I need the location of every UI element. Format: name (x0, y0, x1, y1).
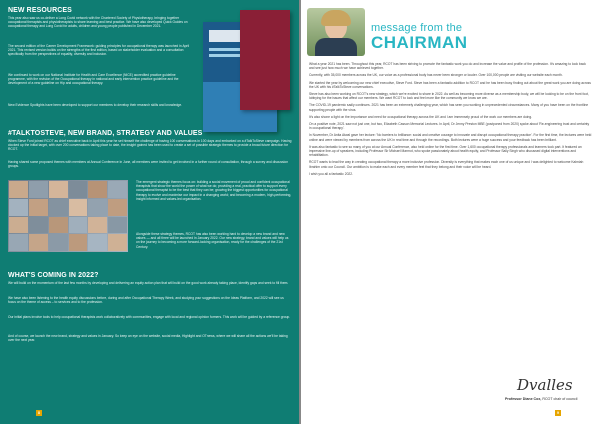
new-resources-heading: NEW RESOURCES (8, 7, 72, 14)
chairman-paragraph: I wish you all a fantastic 2022. (309, 171, 353, 176)
chairman-paragraph: It's also shone a light on the importance and need for occupational therapy across the UK and I am immensely proud of the work our members are doing. (309, 114, 533, 119)
chairman-paragraph: It was also fantastic to see so many of you at our Annual Conference, also held online for the first time. Over 1,600 occupational therapy professionals and learners took part. It featured an impressive line-up of speakers, including Professor Sir Michael Marmot, who spoke passionately about health equity, and Professor Sally Singh who discussed digital interventions and rehabilitation. (309, 144, 582, 158)
new-resources-p4: New Evidence Spotlights have been developed to support our members to develop their research skills and knowledge. (8, 103, 183, 107)
coming-p1: We will build on the momentum of the last few months by developing and delivering an equity action plan that will build on the good work already taking place, identify gaps and seek to fill them. (8, 281, 289, 285)
new-resources-p3: We continued to work on our National Institute for Health and Care Excellence (NICE) accredited practice guideline programme, with the revision of the Occupational therapy in national and early intervention practice guideline and the development of a new guideline on Hip and occupational therapy. (8, 73, 179, 86)
report-cover-back (240, 10, 290, 110)
chairman-paragraph: In November, Dr Anita Atwal gave her lecture: 'No barriers to brilliance: social and creative courage to innovate and disrupt occupational therapy practice'. For the first time, the lectures were held online and were viewed by members from across the UK in real time and through the recordings. Both lectures were a huge success and your feedback has been brilliant. (309, 133, 592, 142)
signature: Dvalles (517, 376, 573, 394)
talk-p4: Alongside these strategy themes, RCOT has also been working hard to develop a new brand and new values — and all three will be launched in January 2022. Our new strategy, brand and values will help us on the journey to becoming a more forward-looking organisation, ready for the challenges of the 21st Century. (136, 232, 289, 249)
group-photo (8, 180, 128, 252)
talk-p2: Having shared some proposed themes with members at Annual Conference in June, all members were invited to get involved in a further round of consultation, through a survey and discussion groups. (8, 160, 289, 169)
chairman-title-line1: message from the (371, 22, 463, 34)
chairman-paragraph: The COVID-19 pandemic sadly continues. 2021 has been an extremely challenging year, which has seen you working in unprecedented circumstances. Many of you have been on the frontline supporting people with the virus. (309, 103, 589, 112)
sign-name: Professor Diane Cox, (505, 397, 542, 401)
coming-p4: And of course, we launch the new brand, strategy and values in January. So keep an eye on the website, social media, Highlight and OTnews, where we will share all the actions we'll be taking over the next year. (8, 334, 288, 343)
chairman-title-line2: CHAIRMAN (371, 33, 468, 52)
coming-p2: We have also been listening to the health equity discussions before, during and after Occupational Therapy Week, and studying your suggestions on the Ideas Platform, and 2022 will see us focus on the theme of access – to services and to the profession. (8, 296, 284, 305)
talk-p3: The emergent strategic themes focus on: building a social movement of proud and confident occupational therapists that show the world the power of what we do; providing a real, practical offer to support every occupational therapist to be the best that they can be; growing the biggest opportunities for occupational therapy to evolve and maximise our impact in a changing world; and becoming a modern, high-performing, insight informed and values-led organisation. (136, 180, 292, 201)
sign-role: RCOT chair of council (542, 397, 578, 401)
new-resources-p2: The second edition of the Career Development Framework: guiding principles for occupational therapy was launched in April 2021. This revised version builds on the strengths of the first edition, based on stakeholder evaluation and a consultation specifically from the perspectives of equality, diversity and inclusion. (8, 44, 190, 57)
chairman-paragraph: Currently, with 35,000 members across the UK, our voice as a professional body has never been stronger or louder. Over 100,000 people are visiting our website each month. (309, 73, 563, 78)
chairman-paragraph: Steve has also been working on RCOT's new strategy, which we're excited to share in 2022. As well as becoming more diverse as a membership body, we will be looking to be on the front foot, lobbying for the issues that affect our members. We want RCOT to look and feel more like the community we know we are. (309, 92, 589, 101)
sign-off (505, 397, 577, 401)
new-resources-p1: This year also saw us co-deliver a Long Covid network with the Chartered Society of Physiotherapy, bringing together occupational therapists and physiotherapists to share learning and best practice. We have also developed Quick Guides on occupational therapy and Long Covid for adults, children and young people published in December 2021. (8, 16, 188, 29)
left-page (0, 0, 299, 424)
right-page (301, 0, 600, 424)
chairman-paragraph: We started the year by welcoming our new chief executive, Steve Ford. Steve has been a fantastic addition to RCOT and he has been busy finding out about the great work you are doing across the UK with his #TalkToSteve conversations. (309, 80, 591, 89)
talk-heading: #TALKTOSTEVE, NEW BRAND, STRATEGY AND VALUES (8, 130, 203, 137)
chairman-body (309, 62, 592, 179)
page-number-badge-right: 9 (555, 410, 561, 416)
chairman-paragraph: What a year 2021 has been. Throughout this year, RCOT has been striving to promote the fantastic work you do and increase the value and profile of the profession. It's amazing to look back and see just how much we have achieved together. (309, 62, 586, 71)
page-number-badge-left: 8 (36, 410, 42, 416)
chairman-paragraph: On a positive note, 2021 saw not just one, but two, Elizabeth Casson Memorial Lectures. In April, Dr Jenny Preston MBE (postponed from 2020) spoke about 'Re-engineering trust and certainty in occupational therapy'. (309, 122, 590, 131)
coming-heading: WHAT'S COMING IN 2022? (8, 272, 99, 279)
chairman-paragraph: RCOT wants to lead the way in creating occupational therapy a more inclusive profession. Diversity is everything that makes each one of us unique and I was delighted to welcome Kalmiah Ibrahim onto our Council. Our ambition is to make each and every member feel that they belong and their voice will be heard. (309, 160, 584, 169)
coming-p3: Our initial plans involve tools to help occupational therapists work collaboratively with communities, engage with local and regional opinion formers. This work will be guided by a reference group. (8, 315, 291, 319)
chair-portrait (307, 8, 365, 56)
talk-p1: When Steve Ford joined RCOT as chief executive back in April this year he set himself the challenge of having 100 conversations in 100 days and embarked on a #TalkToSteve campaign. Having clocked up the initial target, with over 200 conversations taking place to date, the insight gained has been used to create a set of possible strategic themes to provide a broad future direction for RCOT. (8, 139, 292, 152)
